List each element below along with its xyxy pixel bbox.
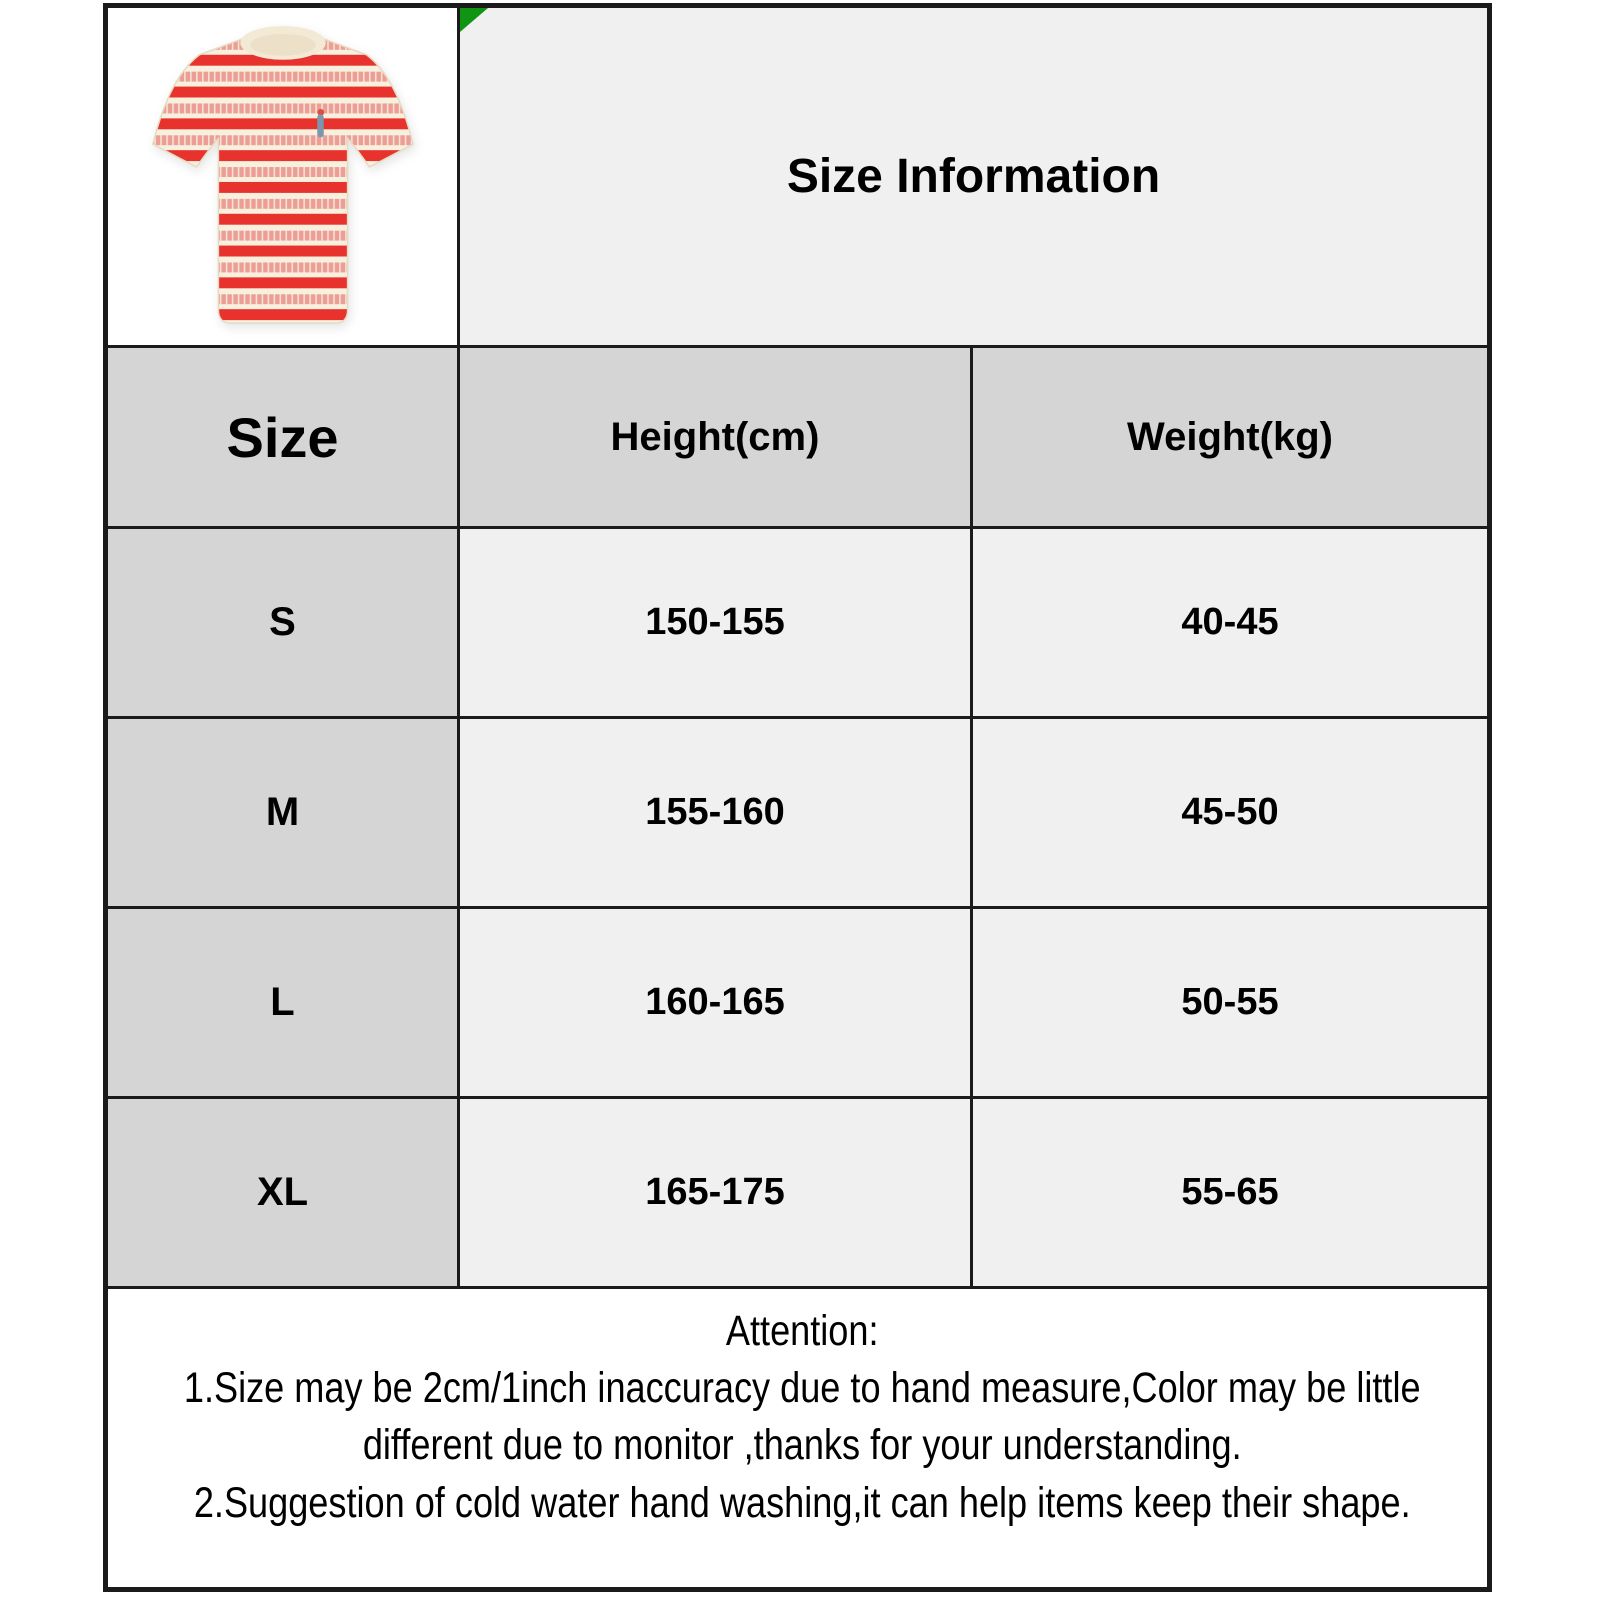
tshirt-product-image: [132, 18, 434, 336]
column-header-height: Height(cm): [460, 348, 973, 529]
row-xl-size-label: XL: [108, 1099, 460, 1289]
page-title: Size Information: [786, 150, 1161, 203]
row-s-size-label: S: [108, 529, 460, 719]
row-l-weight-value: 50-55: [973, 909, 1487, 1099]
attention-section: [108, 1289, 1487, 1587]
product-image-cell: [108, 8, 460, 348]
row-xl-height-value: 165-175: [460, 1099, 973, 1289]
attention-note-2: 2.Suggestion of cold water hand washing,it can help items keep their shape.: [193, 1478, 1411, 1527]
attention-text-block: [118, 1303, 1486, 1532]
column-header-size: Size: [108, 348, 460, 529]
row-l-height-value: 160-165: [460, 909, 973, 1099]
green-corner-marker-icon: [460, 8, 488, 32]
size-chart-table: [103, 3, 1492, 1592]
size-information-header: [460, 8, 1487, 348]
row-m-height-value: 155-160: [460, 719, 973, 909]
row-l-size-label: L: [108, 909, 460, 1099]
row-m-weight-value: 45-50: [973, 719, 1487, 909]
row-xl-weight-value: 55-65: [973, 1099, 1487, 1289]
column-header-weight: Weight(kg): [973, 348, 1487, 529]
attention-title: Attention:: [725, 1307, 879, 1355]
row-s-height-value: 150-155: [460, 529, 973, 719]
attention-note-1: 1.Size may be 2cm/1inch inaccuracy due to hand measure,Color may be little different due to monitor ,thanks for your understanding.: [183, 1364, 1421, 1470]
row-m-size-label: M: [108, 719, 460, 909]
row-s-weight-value: 40-45: [973, 529, 1487, 719]
